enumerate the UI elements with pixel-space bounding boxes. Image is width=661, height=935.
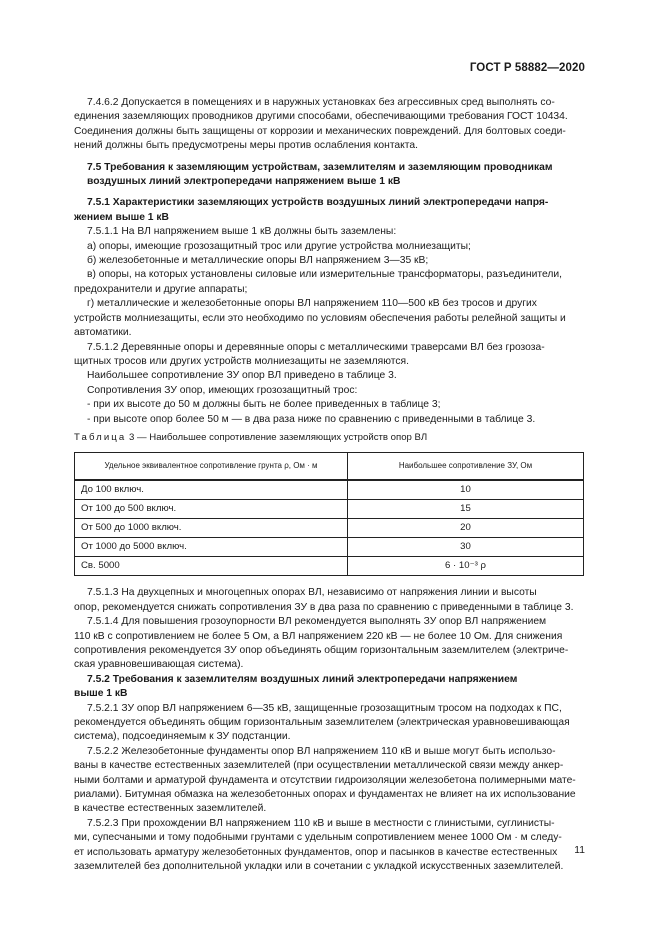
section-heading-7-5: 7.5 Требования к заземляющим устройствам, заземлителям и заземляющим проводникам bbox=[87, 161, 553, 173]
list-item-cont: предохранители и другие аппараты; bbox=[74, 283, 248, 295]
resistance-table bbox=[74, 452, 584, 576]
paragraph-line: Наибольшее сопротивление ЗУ опор ВЛ приведено в таблице 3. bbox=[87, 370, 397, 382]
paragraph-line: 7.4.6.2 Допускается в помещениях и в наружных установках без агрессивных сред выполнять со- bbox=[87, 97, 555, 108]
list-item-cont: автоматики. bbox=[74, 327, 132, 339]
paragraph-line: Соединения должны быть защищены от коррозии и механических повреждений. Для болтовых соеди- bbox=[74, 125, 566, 137]
list-item: в) опоры, на которых установлены силовые или измерительные трансформаторы, разъединители, bbox=[87, 269, 562, 281]
paragraph-line: 7.5.1.3 На двухцепных и многоцепных опорах ВЛ, независимо от напряжения линии и высоты bbox=[87, 587, 537, 599]
table-cell-resistance: 30 bbox=[348, 538, 584, 557]
table-cell-resistance: 6 · 10⁻³ ρ bbox=[348, 557, 584, 576]
paragraph-line: нений должны быть предусмотрены меры против ослабления контакта. bbox=[74, 140, 418, 152]
paragraph-line: щитных тросов или других устройств молниезащиты не заземляются. bbox=[74, 355, 409, 367]
paragraph-line: 7.5.1.1 На ВЛ напряжением выше 1 кВ должны быть заземлены: bbox=[87, 226, 397, 238]
paragraph-line: в качестве естественных заземлителей. bbox=[74, 803, 267, 815]
paragraph-line: опор, рекомендуется снижать сопротивления ЗУ в два раза по сравнению с приведенными в таблице 3. bbox=[74, 601, 574, 613]
document-body bbox=[74, 96, 586, 874]
table-caption bbox=[74, 431, 586, 445]
table-header-soil: Удельное эквивалентное сопротивление грунта ρ, Ом · м bbox=[75, 453, 348, 481]
paragraph-line: ми, супесчаными и тому подобными грунтами с удельным сопротивлением менее 1000 Ом · м следу- bbox=[74, 832, 562, 844]
paragraph-line: рекомендуется объединять общим горизонтальным заземлителем (электрическая уравновешивающая bbox=[74, 717, 570, 728]
table-caption-text: 3 — Наибольшее сопротивление заземляющих устройств опор ВЛ bbox=[129, 431, 428, 443]
paragraph-line: 7.5.1.4 Для повышения грозоупорности ВЛ рекомендуется выполнять ЗУ опор ВЛ напряжением bbox=[87, 616, 547, 628]
section-heading-7-5-2: 7.5.2 Требования к заземлителям воздушных линий электропередачи напряжением bbox=[87, 673, 518, 685]
paragraph-line: 110 кВ с сопротивлением не более 5 Ом, а ВЛ напряжением 220 кВ — не более 10 Ом. Для снижения bbox=[74, 630, 563, 642]
paragraph-line: сопротивления рекомендуется ЗУ опор объединять общим горизонтальным заземлителем (электриче- bbox=[74, 644, 569, 656]
section-heading-7-5-cont: воздушных линий электропередачи напряжением выше 1 кВ bbox=[87, 176, 401, 188]
document-header: ГОСТ Р 58882—2020 bbox=[469, 62, 585, 74]
paragraph-line: 7.5.2.3 При прохождении ВЛ напряжением 110 кВ и выше в местности с глинистыми, суглинисты- bbox=[87, 817, 555, 829]
table-caption-word: Таблица bbox=[74, 431, 127, 443]
paragraph-line: система), подсоединяемым к ЗУ подстанции. bbox=[74, 731, 291, 743]
table-cell-resistance: 10 bbox=[348, 480, 584, 500]
table-cell-soil: До 100 включ. bbox=[75, 480, 348, 500]
table-cell-soil: От 100 до 500 включ. bbox=[75, 500, 348, 519]
table-cell-resistance: 20 bbox=[348, 519, 584, 538]
table-row bbox=[75, 557, 584, 576]
paragraph-line: заземлителей без дополнительной укладки или в сочетании с укладкой искусственных заземлителей. bbox=[74, 861, 564, 873]
paragraph-line: 7.5.2.1 ЗУ опор ВЛ напряжением 6—35 кВ, защищенные грозозащитным тросом на подходах к ПС, bbox=[87, 702, 562, 714]
paragraph-line: 7.5.1.2 Деревянные опоры и деревянные опоры с металлическими траверсами ВЛ без грозоза- bbox=[87, 341, 545, 353]
list-item: - при высоте опор более 50 м — в два раза ниже по сравнению с приведенными в таблице 3. bbox=[87, 413, 536, 425]
table-cell-soil: От 1000 до 5000 включ. bbox=[75, 538, 348, 557]
paragraph-line: ваны в качестве естественных заземлителей (при осуществлении металлической связи между анкер- bbox=[74, 760, 564, 772]
section-heading-7-5-2-cont: выше 1 кВ bbox=[74, 688, 128, 700]
table-row bbox=[75, 480, 584, 500]
paragraph-line: ет использовать арматуру железобетонных фундаментов, опор и пасынков в качестве естественных bbox=[74, 846, 558, 858]
table-row bbox=[75, 500, 584, 519]
table-row bbox=[75, 538, 584, 557]
paragraph-line: Сопротивления ЗУ опор, имеющих грозозащитный трос: bbox=[87, 384, 358, 396]
table-row bbox=[75, 519, 584, 538]
paragraph-line: 7.5.2.2 Железобетонные фундаменты опор ВЛ напряжением 110 кВ и выше могут быть использо- bbox=[87, 745, 556, 757]
table-header-resistance: Наибольшее сопротивление ЗУ, Ом bbox=[348, 453, 584, 481]
list-item: а) опоры, имеющие грозозащитный трос или другие устройства молниезащиты; bbox=[87, 240, 471, 252]
paragraph-line: ская уравновешивающая система). bbox=[74, 659, 244, 671]
table-cell-resistance: 15 bbox=[348, 500, 584, 519]
paragraph-line: ными болтами и арматурой фундамента и отсутствии гидроизоляции железобетона полимерными мате- bbox=[74, 774, 576, 786]
paragraph-line: риалами). Битумная обмазка на железобетонных опорах и фундаментах не влияет на их использование bbox=[74, 789, 576, 801]
list-item: б) железобетонные и металлические опоры ВЛ напряжением 3—35 кВ; bbox=[87, 255, 429, 267]
list-item: - при их высоте до 50 м должны быть не более приведенных в таблице 3; bbox=[87, 399, 441, 411]
list-item-cont: устройств молниезащиты, если это необходимо по условиям обеспечения работы релейной защиты и bbox=[74, 312, 566, 324]
section-heading-7-5-1-cont: жением выше 1 кВ bbox=[74, 211, 169, 223]
paragraph-line: единения заземляющих проводников другими способами, обеспечивающими требования ГОСТ 10434. bbox=[74, 111, 568, 123]
section-heading-7-5-1: 7.5.1 Характеристики заземляющих устройств воздушных линий электропередачи напря- bbox=[87, 197, 549, 209]
page-number: 11 bbox=[574, 845, 585, 856]
table-cell-soil: От 500 до 1000 включ. bbox=[75, 519, 348, 538]
table-cell-soil: Св. 5000 bbox=[75, 557, 348, 576]
list-item: г) металлические и железобетонные опоры ВЛ напряжением 110—500 кВ без тросов и других bbox=[87, 298, 537, 310]
